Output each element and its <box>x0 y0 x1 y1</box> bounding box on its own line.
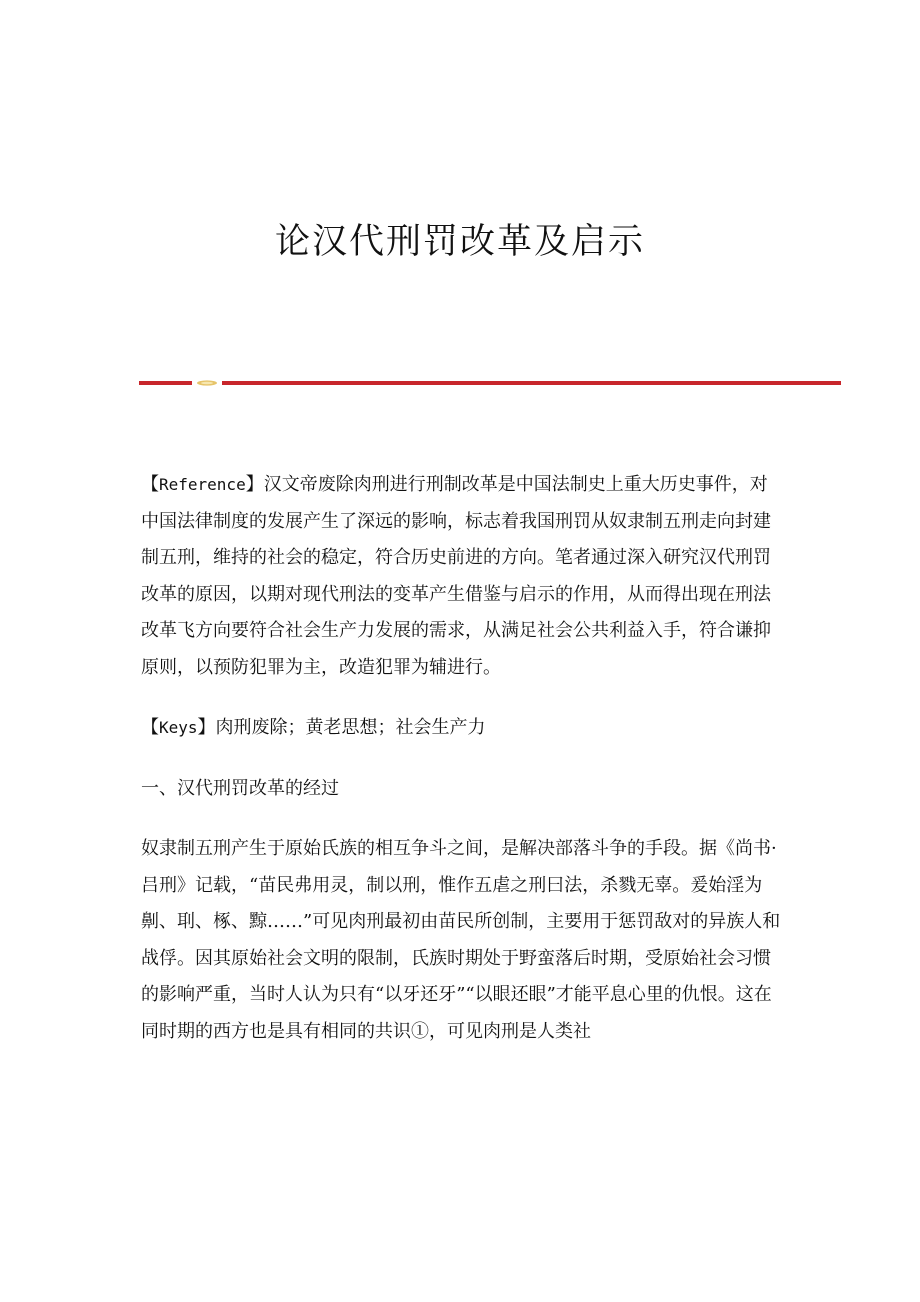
divider-right-segment <box>222 381 841 385</box>
keywords-paragraph <box>141 710 781 747</box>
abstract-bracket-close: 】 <box>245 474 264 495</box>
abstract-label: Reference <box>159 475 246 494</box>
keywords-bracket-close: 】 <box>197 717 216 738</box>
keywords-bracket-open: 【 <box>141 717 159 738</box>
body-paragraph: 奴隶制五刑产生于原始氏族的相互争斗之间，是解决部落斗争的手段。据《尚书·吕刑》记载，“苗民弗用灵，制以刑，惟作五虐之刑曰法，杀戮无辜。爰始淫为劓、刵、椓、黥……”可见肉刑最初由苗民所创制，主要用于惩罚敌对的异族人和战俘。因其原始社会文明的限制，氏族时期处于野蛮落后时期，受原始社会习惯的影响严重，当时人认为只有“以牙还牙”“以眼还眼”才能平息心里的仇恨。这在同时期的西方也是具有相同的共识①，可见肉刑是人类社 <box>141 838 781 1042</box>
abstract-text: 汉文帝废除肉刑进行刑制改革是中国法制史上重大历史事件，对中国法律制度的发展产生了深远的影响，标志着我国刑罚从奴隶制五刑走向封建制五刑，维持的社会的稳定，符合历史前进的方向。笔者通过深入研究汉代刑罚改革的原因，以期对现代刑法的变革产生借鉴与启示的作用，从而得出现在刑法改革飞方向要符合社会生产力发展的需求，从满足社会公共利益入手，符合谦抑原则，以预防犯罪为主，改造犯罪为辅进行。 <box>141 474 771 678</box>
section-heading: 一、汉代刑罚改革的经过 <box>141 777 339 799</box>
keywords-label: Keys <box>159 718 198 737</box>
keywords-text: 肉刑废除；黄老思想；社会生产力 <box>215 717 486 738</box>
document-body <box>141 467 781 1074</box>
divider-ornament-icon <box>196 380 218 386</box>
title-divider <box>139 379 841 387</box>
abstract-bracket-open: 【 <box>141 474 159 495</box>
document-title: 论汉代刑罚改革及启示 <box>274 222 645 262</box>
abstract-paragraph <box>141 467 781 686</box>
divider-left-segment <box>139 381 192 385</box>
